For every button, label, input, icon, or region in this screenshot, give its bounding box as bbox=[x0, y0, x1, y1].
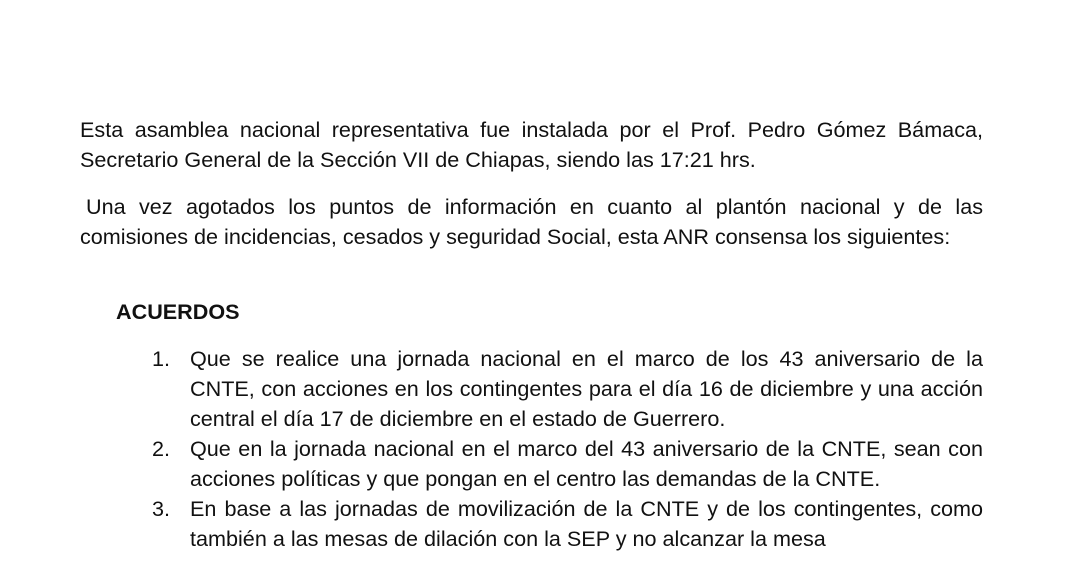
list-item-number: 2. bbox=[152, 436, 171, 461]
list-item-text: Que en la jornada nacional en el marco del 43 aniversario de la CNTE, sean con acciones políticas y que pongan en el centro las demandas de la CNTE. bbox=[190, 436, 983, 491]
list-item bbox=[152, 344, 983, 434]
section-heading: ACUERDOS bbox=[116, 299, 240, 324]
list-item-text: Que se realice una jornada nacional en el marco de los 43 aniversario de la CNTE, con acciones en los contingentes para el día 16 de diciembre y una acción central el día 17 de diciembre en el estado de Guerrero. bbox=[190, 346, 983, 431]
list-item-number: 3. bbox=[152, 496, 171, 521]
intro-paragraph: Esta asamblea nacional representativa fue instalada por el Prof. Pedro Gómez Bámaca, Secretario General de la Sección VII de Chiapas, siendo las 17:21 hrs. bbox=[80, 117, 983, 172]
list-item-text: En base a las jornadas de movilización de la CNTE y de los contingentes, como también a las mesas de dilación con la SEP y no alcanzar la mesa bbox=[190, 496, 983, 551]
context-paragraph: Una vez agotados los puntos de información en cuanto al plantón nacional y de las comisiones de incidencias, cesados y seguridad Social, esta ANR consensa los siguientes: bbox=[80, 194, 983, 249]
list-item-number: 1. bbox=[152, 346, 171, 371]
list-item bbox=[152, 434, 983, 494]
agreements-list bbox=[152, 344, 983, 554]
list-item bbox=[152, 494, 983, 554]
